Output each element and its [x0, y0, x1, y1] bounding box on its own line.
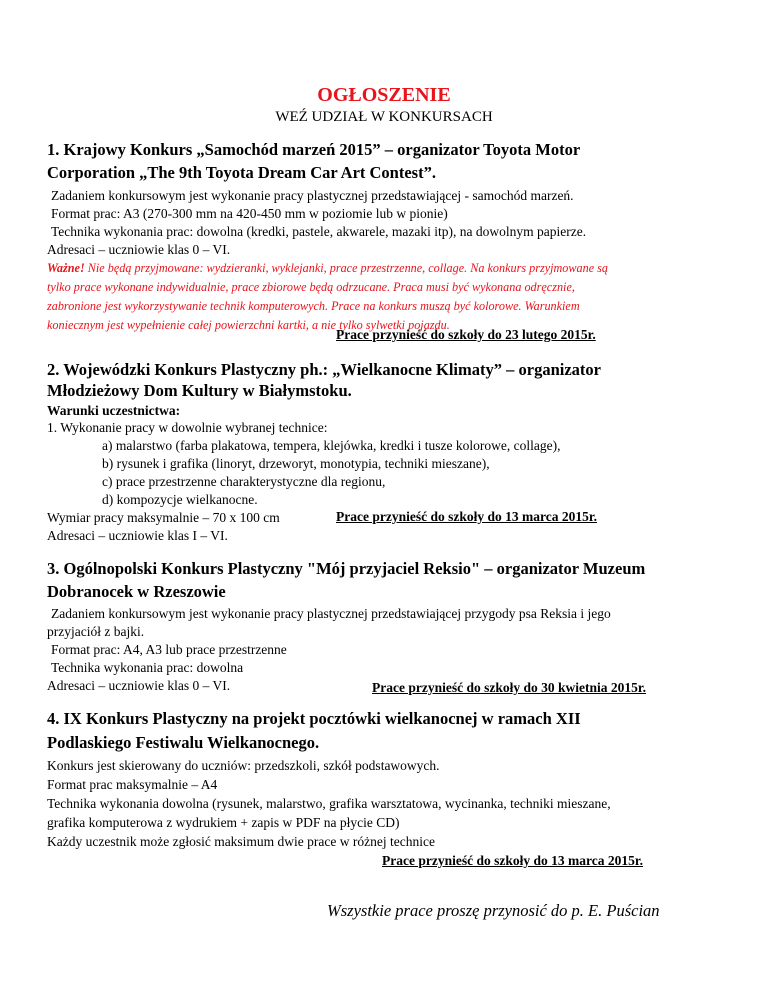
- contest-2-conditions-label: Warunki uczestnictwa:: [47, 403, 181, 418]
- closing-note: Wszystkie prace proszę przynosić do p. E. Puścian: [327, 901, 660, 920]
- contest-1-format: Format prac: A3 (270-300 mm na 420-450 mm w poziomie lub w pionie): [51, 206, 448, 221]
- contest-1-note-line1: [47, 259, 608, 278]
- contest-2-requirement: 1. Wykonanie pracy w dowolnie wybranej technice:: [47, 420, 328, 435]
- contest-3-heading-line2: Dobranocek w Rzeszowie: [47, 582, 226, 601]
- contest-2-audience: Adresaci – uczniowie klas I – VI.: [47, 528, 228, 543]
- contest-4-limit: Każdy uczestnik może zgłosić maksimum dwie prace w różnej technice: [47, 834, 435, 849]
- contest-1-technique: Technika wykonania prac: dowolna (kredki, pastele, akwarele, mazaki itp), na dowolnym papierze.: [51, 224, 587, 239]
- contest-4-heading-line1: 4. IX Konkurs Plastyczny na projekt pocztówki wielkanocnej w ramach XII: [47, 709, 581, 728]
- contest-2-deadline: Prace przynieść do szkoły do 13 marca 2015r.: [336, 509, 597, 524]
- contest-2-item-d: d) kompozycje wielkanocne.: [102, 492, 258, 507]
- contest-2-item-b: b) rysunek i grafika (linoryt, drzeworyt, monotypia, techniki mieszane),: [102, 456, 490, 471]
- note-text: Nie będą przyjmowane: wydzieranki, wyklejanki, prace przestrzenne, collage. Na konkurs przyjmowane są: [84, 261, 609, 275]
- contest-1-heading-line1: 1. Krajowy Konkurs „Samochód marzeń 2015” – organizator Toyota Motor: [47, 140, 581, 159]
- contest-2-item-a: a) malarstwo (farba plakatowa, tempera, klejówka, kredki i tusze kolorowe, collage),: [102, 438, 561, 453]
- contest-3-heading-line1: 3. Ogólnopolski Konkurs Plastyczny "Mój przyjaciel Reksio" – organizator Muzeum: [47, 559, 646, 578]
- contest-3-format: Format prac: A4, A3 lub prace przestrzenne: [51, 642, 287, 657]
- contest-2-heading-line2: Młodzieżowy Dom Kultury w Białymstoku.: [47, 381, 352, 400]
- contest-4-format: Format prac maksymalnie – A4: [47, 777, 218, 792]
- contest-1-deadline: Prace przynieść do szkoły do 23 lutego 2015r.: [336, 327, 596, 342]
- contest-4-audience: Konkurs jest skierowany do uczniów: przedszkoli, szkół podstawowych.: [47, 758, 440, 773]
- contest-1-note-line3: zabronione jest wykorzystywanie technik komputerowych. Prace na konkurs muszą być kolorowe. Warunkiem: [47, 299, 580, 313]
- contest-3-technique: Technika wykonania prac: dowolna: [51, 660, 244, 675]
- contest-4-heading-line2: Podlaskiego Festiwalu Wielkanocnego.: [47, 733, 320, 752]
- page-subtitle: WEŹ UDZIAŁ W KONKURSACH: [275, 109, 493, 125]
- contest-1-note-line2: tylko prace wykonane indywidualnie, prace zbiorowe będą odrzucane. Praca musi być wykonana odręcznie,: [47, 280, 575, 294]
- important-label: Ważne!: [47, 261, 85, 275]
- contest-4-technique-line2: grafika komputerowa z wydrukiem + zapis w PDF na płycie CD): [47, 815, 400, 830]
- contest-3-task-line1: Zadaniem konkursowym jest wykonanie pracy plastycznej przedstawiającej przygody psa Reksia i jego: [51, 606, 611, 621]
- contest-4-deadline: Prace przynieść do szkoły do 13 marca 2015r.: [382, 853, 643, 868]
- contest-4-technique-line1: Technika wykonania dowolna (rysunek, malarstwo, grafika warsztatowa, wycinanka, techniki mieszane,: [47, 796, 611, 811]
- contest-3-deadline: Prace przynieść do szkoły do 30 kwietnia 2015r.: [372, 680, 646, 695]
- contest-1-audience: Adresaci – uczniowie klas 0 – VI.: [47, 242, 231, 257]
- contest-1-heading-line2: Corporation „The 9th Toyota Dream Car Art Contest”.: [47, 163, 436, 182]
- contest-2-item-c: c) prace przestrzenne charakterystyczne dla regionu,: [102, 474, 386, 489]
- contest-2-heading-line1: 2. Wojewódzki Konkurs Plastyczny ph.: „Wielkanocne Klimaty” – organizator: [47, 360, 601, 379]
- contest-1-task: Zadaniem konkursowym jest wykonanie pracy plastycznej przedstawiającej - samochód marzeń.: [51, 188, 574, 203]
- contest-3-task-line2: przyjaciół z bajki.: [47, 624, 145, 639]
- contest-3-audience: Adresaci – uczniowie klas 0 – VI.: [47, 678, 231, 693]
- contest-2-size: Wymiar pracy maksymalnie – 70 x 100 cm: [47, 510, 280, 525]
- contest-1-note-line4: koniecznym jest wypełnienie całej powierzchni kartki, a nie tylko sylwetki pojazdu.: [47, 318, 450, 332]
- page-title: OGŁOSZENIE: [317, 84, 451, 106]
